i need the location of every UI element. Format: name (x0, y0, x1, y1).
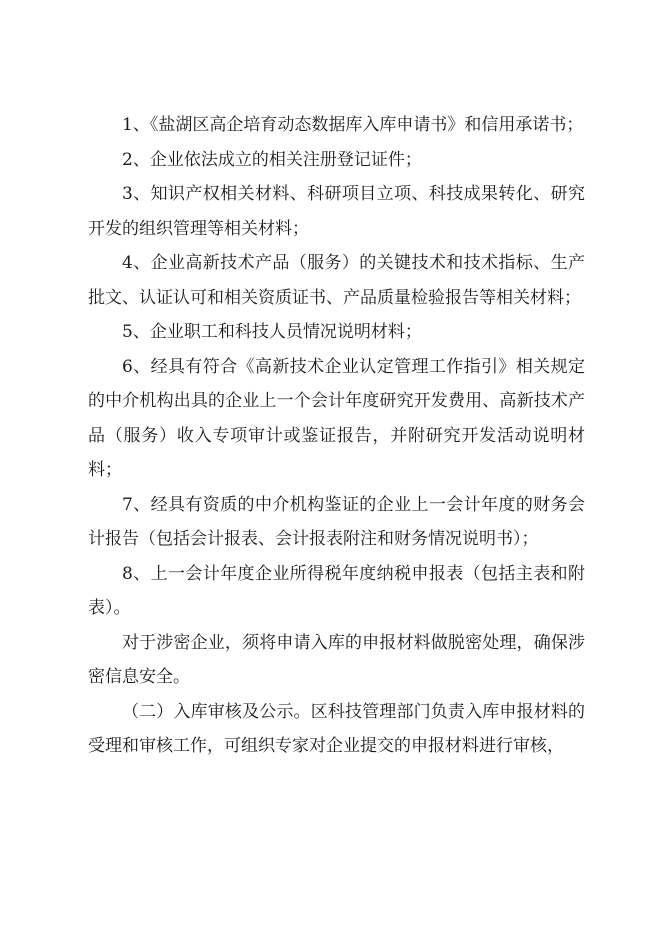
section-review-publicity: （二）入库审核及公示。区科技管理部门负责入库申报材料的受理和审核工作，可组织专家对企业提交的申报材料进行审核， (88, 701, 585, 756)
material-item-6: 6、经具有符合《高新技术企业认定管理工作指引》相关规定的中介机构出具的企业上一个会计年度研究开发费用、高新技术产品（服务）收入专项审计或鉴证报告，并附研究开发活动说明材料； (88, 356, 585, 480)
material-item-8: 8、上一会计年度企业所得税年度纳税申报表（包括主表和附表）。 (88, 563, 585, 618)
material-item-4: 4、企业高新技术产品（服务）的关键技术和技术指标、生产批文、认证认可和相关资质证书、产品质量检验报告等相关材料； (88, 253, 585, 308)
confidential-note: 对于涉密企业，须将申请入库的申报材料做脱密处理，确保涉密信息安全。 (88, 632, 585, 687)
material-item-1: 1、《盐湖区高企培育动态数据库入库申请书》和信用承诺书； (122, 115, 584, 135)
material-item-2: 2、企业依法成立的相关注册登记证件； (122, 149, 422, 170)
material-item-7: 7、经具有资质的中介机构鉴证的企业上一会计年度的财务会计报告（包括会计报表、会计报表附注和财务情况说明书）； (88, 494, 585, 549)
document-body (88, 108, 585, 764)
material-item-3: 3、知识产权相关材料、科研项目立项、科技成果转化、研究开发的组织管理等相关材料； (88, 184, 585, 239)
material-item-5: 5、企业职工和科技人员情况说明材料； (122, 322, 422, 342)
